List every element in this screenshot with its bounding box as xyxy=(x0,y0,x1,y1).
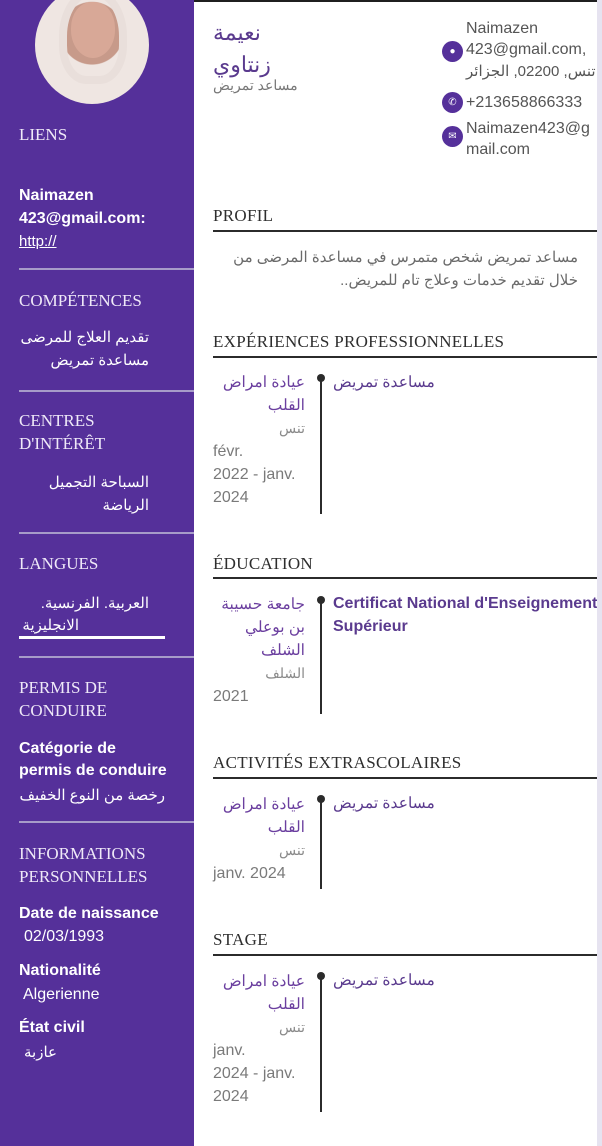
internship-place: تنس xyxy=(279,1019,305,1035)
education-heading: ÉDUCATION xyxy=(213,554,313,573)
activities-institution-line2: القلب xyxy=(267,819,305,836)
job-title: مساعد تمريض xyxy=(213,77,298,93)
license-value: رخصة من النوع الخفيف xyxy=(19,787,165,804)
name-last: زنتاوي xyxy=(213,53,271,78)
interest-item: الرياضة xyxy=(102,497,149,514)
email-line2[interactable]: mail.com xyxy=(466,141,531,158)
sidebar-divider xyxy=(19,390,194,392)
education-date: 2021 xyxy=(213,688,249,705)
interests-heading-line1: CENTRES xyxy=(19,411,95,430)
section-rule xyxy=(213,356,598,358)
profile-heading: PROFIL xyxy=(213,206,274,225)
address-line3: تنس, 02200, الجزائر xyxy=(466,63,596,80)
experience-role: مساعدة تمريض xyxy=(333,374,435,391)
timeline-line xyxy=(320,976,322,1112)
experience-heading: EXPÉRIENCES PROFESSIONNELLES xyxy=(213,332,505,351)
license-heading-line1: PERMIS DE xyxy=(19,678,108,697)
envelope-icon: ✉ xyxy=(442,126,463,147)
internship-institution-line1: عيادة امراض xyxy=(222,973,305,990)
education-degree-line2: Supérieur xyxy=(333,618,408,635)
profile-photo xyxy=(35,0,149,104)
education-place: الشلف xyxy=(265,665,305,681)
profile-text: مساعد تمريض شخص متمرس في مساعدة المرضى من خلال تقديم خدمات وعلاج تام للمريض.. xyxy=(233,249,578,289)
page-edge-scroll-track[interactable] xyxy=(597,0,602,1146)
birth-date-value: 02/03/1993 xyxy=(24,928,105,945)
internship-date-line1: janv. xyxy=(213,1042,246,1059)
location-pin-icon: ● xyxy=(442,41,463,62)
internship-role: مساعدة تمريض xyxy=(333,972,435,989)
phone-icon: ✆ xyxy=(442,92,463,113)
education-degree-line1: Certificat National d'Enseignement xyxy=(333,595,598,612)
license-heading-line2: CONDUIRE xyxy=(19,701,107,720)
timeline-line xyxy=(320,799,322,889)
skill-item: تقديم العلاج للمرضى xyxy=(20,329,149,346)
internship-date-line3: 2024 xyxy=(213,1088,249,1105)
experience-date-line3: 2024 xyxy=(213,489,249,506)
birth-date-label: Date de naissance xyxy=(19,905,159,922)
education-institution-line1: جامعة حسيبة xyxy=(221,596,305,613)
education-entry-meta xyxy=(213,593,305,708)
timeline-line xyxy=(320,378,322,514)
civil-status-value: عازبة xyxy=(24,1044,57,1061)
personal-info-heading-line2: PERSONNELLES xyxy=(19,867,148,886)
activities-role: مساعدة تمريض xyxy=(333,795,435,812)
civil-status-label: État civil xyxy=(19,1019,85,1036)
experience-institution-line2: القلب xyxy=(267,397,305,414)
name-first: نعيمة xyxy=(213,21,261,46)
experience-date-line2: 2022 - janv. xyxy=(213,466,296,483)
skill-item: مساعدة تمريض xyxy=(50,352,149,369)
skills-heading: COMPÉTENCES xyxy=(19,291,142,310)
phone-number[interactable]: +213658866333 xyxy=(466,94,583,111)
links-heading: LIENS xyxy=(19,125,68,144)
nationality-value: Algerienne xyxy=(23,986,100,1003)
experience-date-line1: févr. xyxy=(213,443,244,460)
section-rule xyxy=(213,777,598,779)
experience-place: تنس xyxy=(279,420,305,436)
internship-institution-line2: القلب xyxy=(267,996,305,1013)
links-label-line1: Naimazen xyxy=(19,187,94,204)
timeline-line xyxy=(320,600,322,714)
email-line1[interactable]: Naimazen423@g xyxy=(466,120,590,137)
address-line2: 423@gmail.com, xyxy=(466,41,587,58)
languages-line2: الانجليزية xyxy=(22,617,79,634)
sidebar xyxy=(0,0,194,1146)
languages-heading: LANGUES xyxy=(19,554,99,573)
links-url[interactable]: http:// xyxy=(19,233,57,250)
languages-line1: العربية. الفرنسية. xyxy=(40,595,149,612)
activities-entry-meta xyxy=(213,793,305,885)
sidebar-divider xyxy=(19,821,194,823)
education-institution-line2: بن بوعلي xyxy=(244,619,305,636)
sidebar-divider xyxy=(19,532,194,534)
section-rule xyxy=(213,577,598,579)
sidebar-divider xyxy=(19,656,194,658)
language-level-bar xyxy=(19,636,165,639)
links-label-line2: 423@gmail.com: xyxy=(19,210,146,227)
interest-item: السباحة التجميل xyxy=(48,474,149,491)
sidebar-divider xyxy=(19,268,194,270)
experience-entry-meta xyxy=(213,371,305,509)
experience-institution-line1: عيادة امراض xyxy=(222,374,305,391)
internship-date-line2: 2024 - janv. xyxy=(213,1065,296,1082)
section-rule xyxy=(213,954,598,956)
address-line1: Naimazen xyxy=(466,20,539,37)
personal-info-heading-line1: INFORMATIONS xyxy=(19,844,146,863)
activities-date: janv. 2024 xyxy=(213,865,286,882)
interests-heading-line2: D'INTÉRÊT xyxy=(19,434,106,453)
activities-heading: ACTIVITÉS EXTRASCOLAIRES xyxy=(213,753,462,772)
activities-place: تنس xyxy=(279,842,305,858)
nationality-label: Nationalité xyxy=(19,962,101,979)
internship-heading: STAGE xyxy=(213,930,268,949)
section-rule xyxy=(213,230,598,232)
education-institution-line3: الشلف xyxy=(260,642,305,659)
photo-face xyxy=(71,2,115,58)
license-label-line1: Catégorie de xyxy=(19,740,116,757)
license-label-line2: permis de conduire xyxy=(19,762,167,779)
internship-entry-meta xyxy=(213,970,305,1108)
activities-institution-line1: عيادة امراض xyxy=(222,796,305,813)
